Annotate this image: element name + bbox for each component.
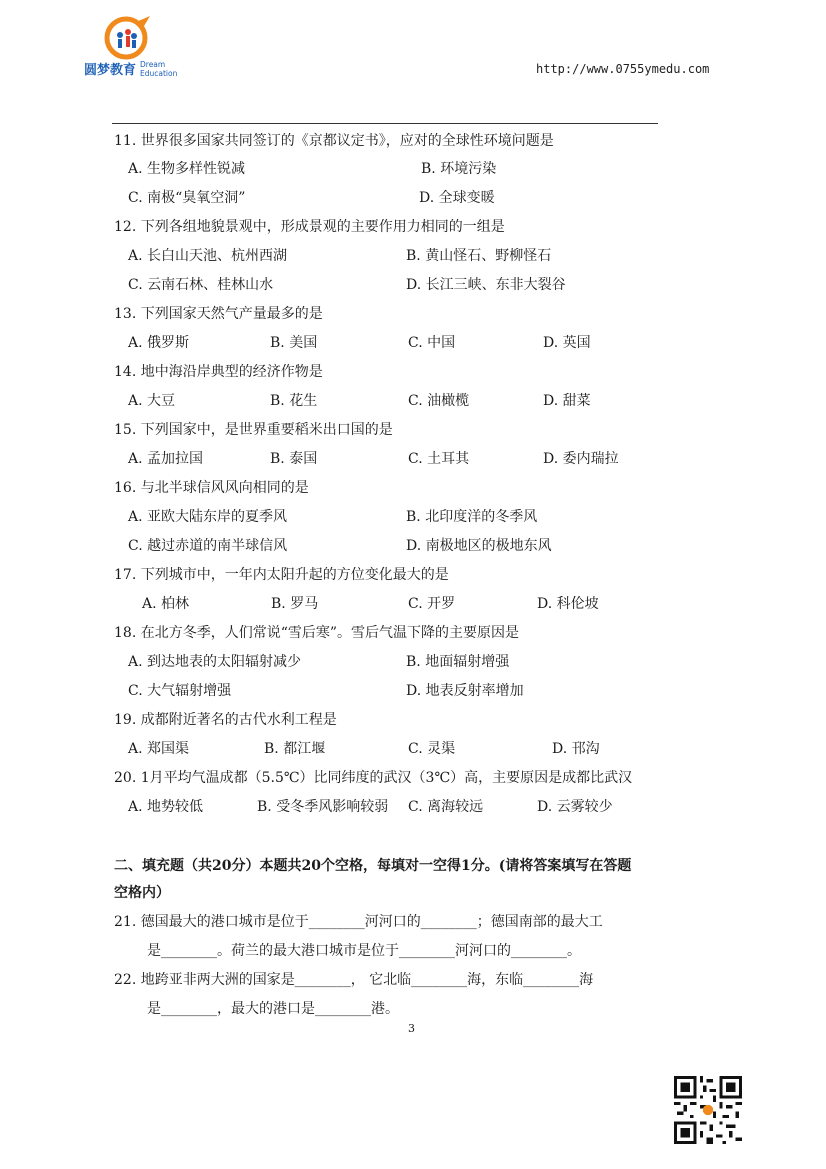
q11-option-b: B. 环境污染 (421, 161, 497, 177)
q11-option-a: A. 生物多样性锐减 (128, 161, 246, 177)
q16-option-a: A. 亚欧大陆东岸的夏季风 (128, 509, 288, 525)
q20-option-c: C. 离海较远 (408, 799, 484, 815)
q15-option-c: C. 土耳其 (408, 451, 470, 467)
question-16-stem: 16. 与北半球信风风向相同的是 (114, 480, 309, 496)
q13-option-b: B. 美国 (270, 335, 318, 351)
q11-option-c: C. 南极“臭氧空洞” (128, 190, 246, 206)
q15-option-b: B. 泰国 (270, 451, 318, 467)
q14-option-b: B. 花生 (270, 393, 318, 409)
q19-option-a: A. 郑国渠 (128, 741, 190, 757)
q18-option-c: C. 大气辐射增强 (128, 683, 232, 699)
q17-option-a: A. 柏林 (142, 596, 190, 612)
page-number: 3 (408, 1022, 415, 1035)
logo-text-cn: 圆梦教育 (84, 63, 137, 78)
q14-option-d: D. 甜菜 (543, 393, 591, 409)
q16-option-c: C. 越过赤道的南半球信风 (128, 538, 288, 554)
q18-option-a: A. 到达地表的太阳辐射减少 (128, 654, 302, 670)
section-2-heading-cont: 空格内） (114, 885, 170, 901)
q16-option-d: D. 南极地区的极地东风 (406, 538, 552, 554)
q12-option-d: D. 长江三峡、东非大裂谷 (406, 277, 566, 293)
question-19-stem: 19. 成都附近著名的古代水利工程是 (114, 712, 337, 728)
q15-option-d: D. 委内瑞拉 (543, 451, 619, 467)
question-18-stem: 18. 在北方冬季，人们常说“雪后寒”。雪后气温下降的主要原因是 (114, 625, 520, 641)
q11-option-d: D. 全球变暖 (419, 190, 495, 206)
q19-option-b: B. 都江堰 (264, 741, 326, 757)
q20-option-d: D. 云雾较少 (537, 799, 613, 815)
q18-option-b: B. 地面辐射增强 (406, 654, 510, 670)
question-22-line-1: 22. 地跨亚非两大洲的国家是________， 它北临________海，东临________海 (114, 972, 594, 988)
q20-option-a: A. 地势较低 (128, 799, 204, 815)
q18-option-d: D. 地表反射率增加 (406, 683, 524, 699)
question-11-stem: 11. 世界很多国家共同签订的《京都议定书》，应对的全球性环境问题是 (114, 133, 554, 149)
question-13-stem: 13. 下列国家天然气产量最多的是 (114, 306, 323, 322)
question-15-stem: 15. 下列国家中，是世界重要稻米出口国的是 (114, 422, 393, 438)
q12-option-a: A. 长白山天池、杭州西湖 (128, 248, 288, 264)
question-21-line-1: 21. 德国最大的港口城市是位于________河河口的________；德国南部的最大工 (114, 914, 603, 930)
question-17-stem: 17. 下列城市中，一年内太阳升起的方位变化最大的是 (114, 567, 449, 583)
q17-option-b: B. 罗马 (271, 596, 319, 612)
question-14-stem: 14. 地中海沿岸典型的经济作物是 (114, 364, 323, 380)
logo-text-en-1: Dream (140, 60, 166, 69)
qr-code-icon[interactable] (674, 1076, 742, 1144)
header-divider (112, 123, 658, 124)
site-url[interactable]: http://www.0755ymedu.com (536, 62, 710, 76)
q16-option-b: B. 北印度洋的冬季风 (406, 509, 538, 525)
question-21-line-2: 是________。荷兰的最大港口城市是位于________河河口的________。 (147, 943, 581, 959)
q13-option-a: A. 俄罗斯 (128, 335, 190, 351)
q12-option-c: C. 云南石林、桂林山水 (128, 277, 274, 293)
dream-education-logo (84, 14, 184, 82)
section-2-heading: 二、填充题（共20分）本题共20个空格，每填对一空得1分。(请将答案填写在答题 (114, 858, 632, 874)
q14-option-c: C. 油橄榄 (408, 393, 470, 409)
q20-option-b: B. 受冬季风影响较弱 (257, 799, 389, 815)
logo-text-en-2: Education (140, 69, 178, 78)
q17-option-c: C. 开罗 (408, 596, 456, 612)
q17-option-d: D. 科伦坡 (537, 596, 599, 612)
q13-option-c: C. 中国 (408, 335, 456, 351)
question-20-stem: 20. 1月平均气温成都（5.5℃）比同纬度的武汉（3℃）高，主要原因是成都比武汉 (114, 770, 633, 786)
question-22-line-2: 是________，最大的港口是________港。 (147, 1001, 399, 1017)
q13-option-d: D. 英国 (543, 335, 591, 351)
question-12-stem: 12. 下列各组地貌景观中，形成景观的主要作用力相同的一组是 (114, 219, 505, 235)
q19-option-c: C. 灵渠 (408, 741, 456, 757)
q14-option-a: A. 大豆 (128, 393, 176, 409)
q12-option-b: B. 黄山怪石、野柳怪石 (406, 248, 552, 264)
q15-option-a: A. 孟加拉国 (128, 451, 204, 467)
q19-option-d: D. 邗沟 (552, 741, 600, 757)
